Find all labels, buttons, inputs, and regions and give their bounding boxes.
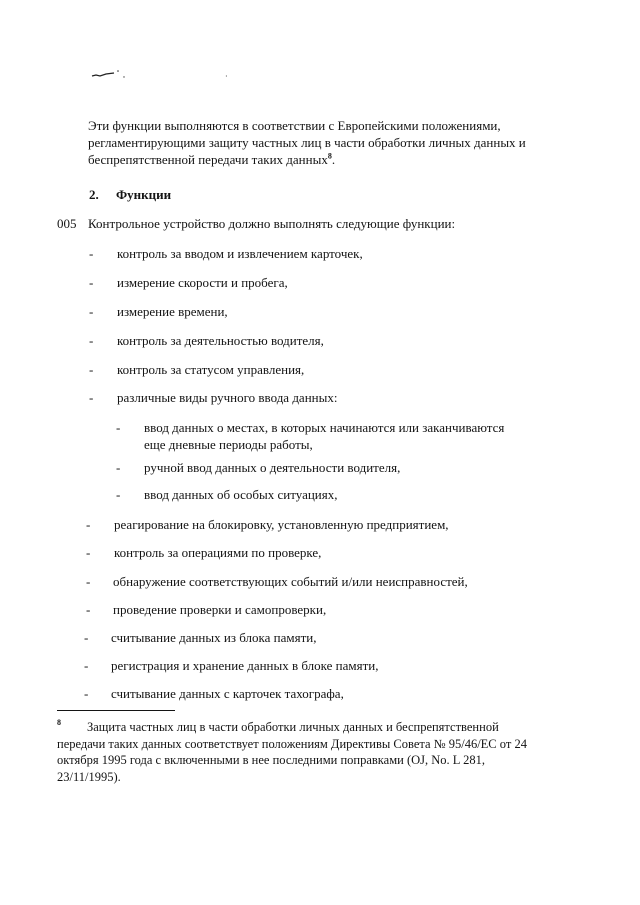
list-item: обнаружение соответствующих событий и/или неисправностей, bbox=[113, 574, 468, 589]
list-bullet: - bbox=[89, 333, 94, 348]
list-item: проведение проверки и самопроверки, bbox=[113, 602, 327, 617]
sublist-bullet: - bbox=[116, 460, 121, 475]
list-bullet: - bbox=[86, 545, 91, 560]
list-bullet: - bbox=[89, 362, 94, 377]
sublist-item: ввод данных о местах, в которых начинаются или заканчиваются еще дневные периоды работы, bbox=[144, 420, 505, 452]
list-bullet: - bbox=[86, 574, 91, 589]
paragraph-text: Контрольное устройство должно выполнять следующие функции: bbox=[88, 216, 456, 231]
section-title: Функции bbox=[116, 187, 172, 202]
list-bullet: - bbox=[89, 275, 94, 290]
scan-dot: · bbox=[225, 72, 228, 81]
paragraph-number: 005 bbox=[57, 216, 77, 231]
intro-end: . bbox=[331, 152, 336, 167]
list-bullet: - bbox=[84, 686, 89, 701]
list-bullet: - bbox=[89, 390, 94, 405]
list-item: контроль за операциями по проверке, bbox=[114, 545, 322, 560]
list-item: контроль за вводом и извлечением карточек, bbox=[117, 246, 363, 261]
sublist-bullet: - bbox=[116, 487, 121, 502]
list-bullet: - bbox=[86, 517, 91, 532]
sublist-item: ручной ввод данных о деятельности водителя, bbox=[144, 460, 401, 475]
sublist-bullet: - bbox=[116, 420, 121, 435]
list-bullet: - bbox=[89, 304, 94, 319]
list-bullet: - bbox=[84, 630, 89, 645]
list-item: считывание данных с карточек тахографа, bbox=[111, 686, 344, 701]
footnote-mark: 8 bbox=[57, 718, 61, 727]
list-item: реагирование на блокировку, установленную предприятием, bbox=[114, 517, 449, 532]
list-item: измерение времени, bbox=[117, 304, 228, 319]
scan-artifact-mark bbox=[90, 68, 130, 80]
list-bullet: - bbox=[86, 602, 91, 617]
section-number: 2. bbox=[89, 187, 99, 202]
footnote-ref: 8 bbox=[327, 151, 332, 161]
list-item: различные виды ручного ввода данных: bbox=[117, 390, 338, 405]
list-item: контроль за деятельностью водителя, bbox=[117, 333, 324, 348]
list-item: контроль за статусом управления, bbox=[117, 362, 305, 377]
sublist-item: ввод данных об особых ситуациях, bbox=[144, 487, 338, 502]
intro-paragraph bbox=[88, 117, 528, 168]
intro-text: Эти функции выполняются в соответствии с Европейскими положениями, регламентирующими защиту частных лиц в части обработки личных данных и беспрепятственной передачи таких данных bbox=[88, 118, 526, 167]
list-bullet: - bbox=[84, 658, 89, 673]
list-bullet: - bbox=[89, 246, 94, 261]
list-item: считывание данных из блока памяти, bbox=[111, 630, 317, 645]
footnote-divider bbox=[57, 710, 175, 711]
list-item: измерение скорости и пробега, bbox=[117, 275, 288, 290]
footnote-text: Защита частных лиц в части обработки личных данных и беспрепятственной передачи таких данных соответствует положениям Директивы Совета № 95/46/EC от 24 октября 1995 года с включенными в нее последними поправками (OJ, No. L 281, 23/11/1995). bbox=[57, 720, 527, 784]
list-item: регистрация и хранение данных в блоке памяти, bbox=[111, 658, 379, 673]
